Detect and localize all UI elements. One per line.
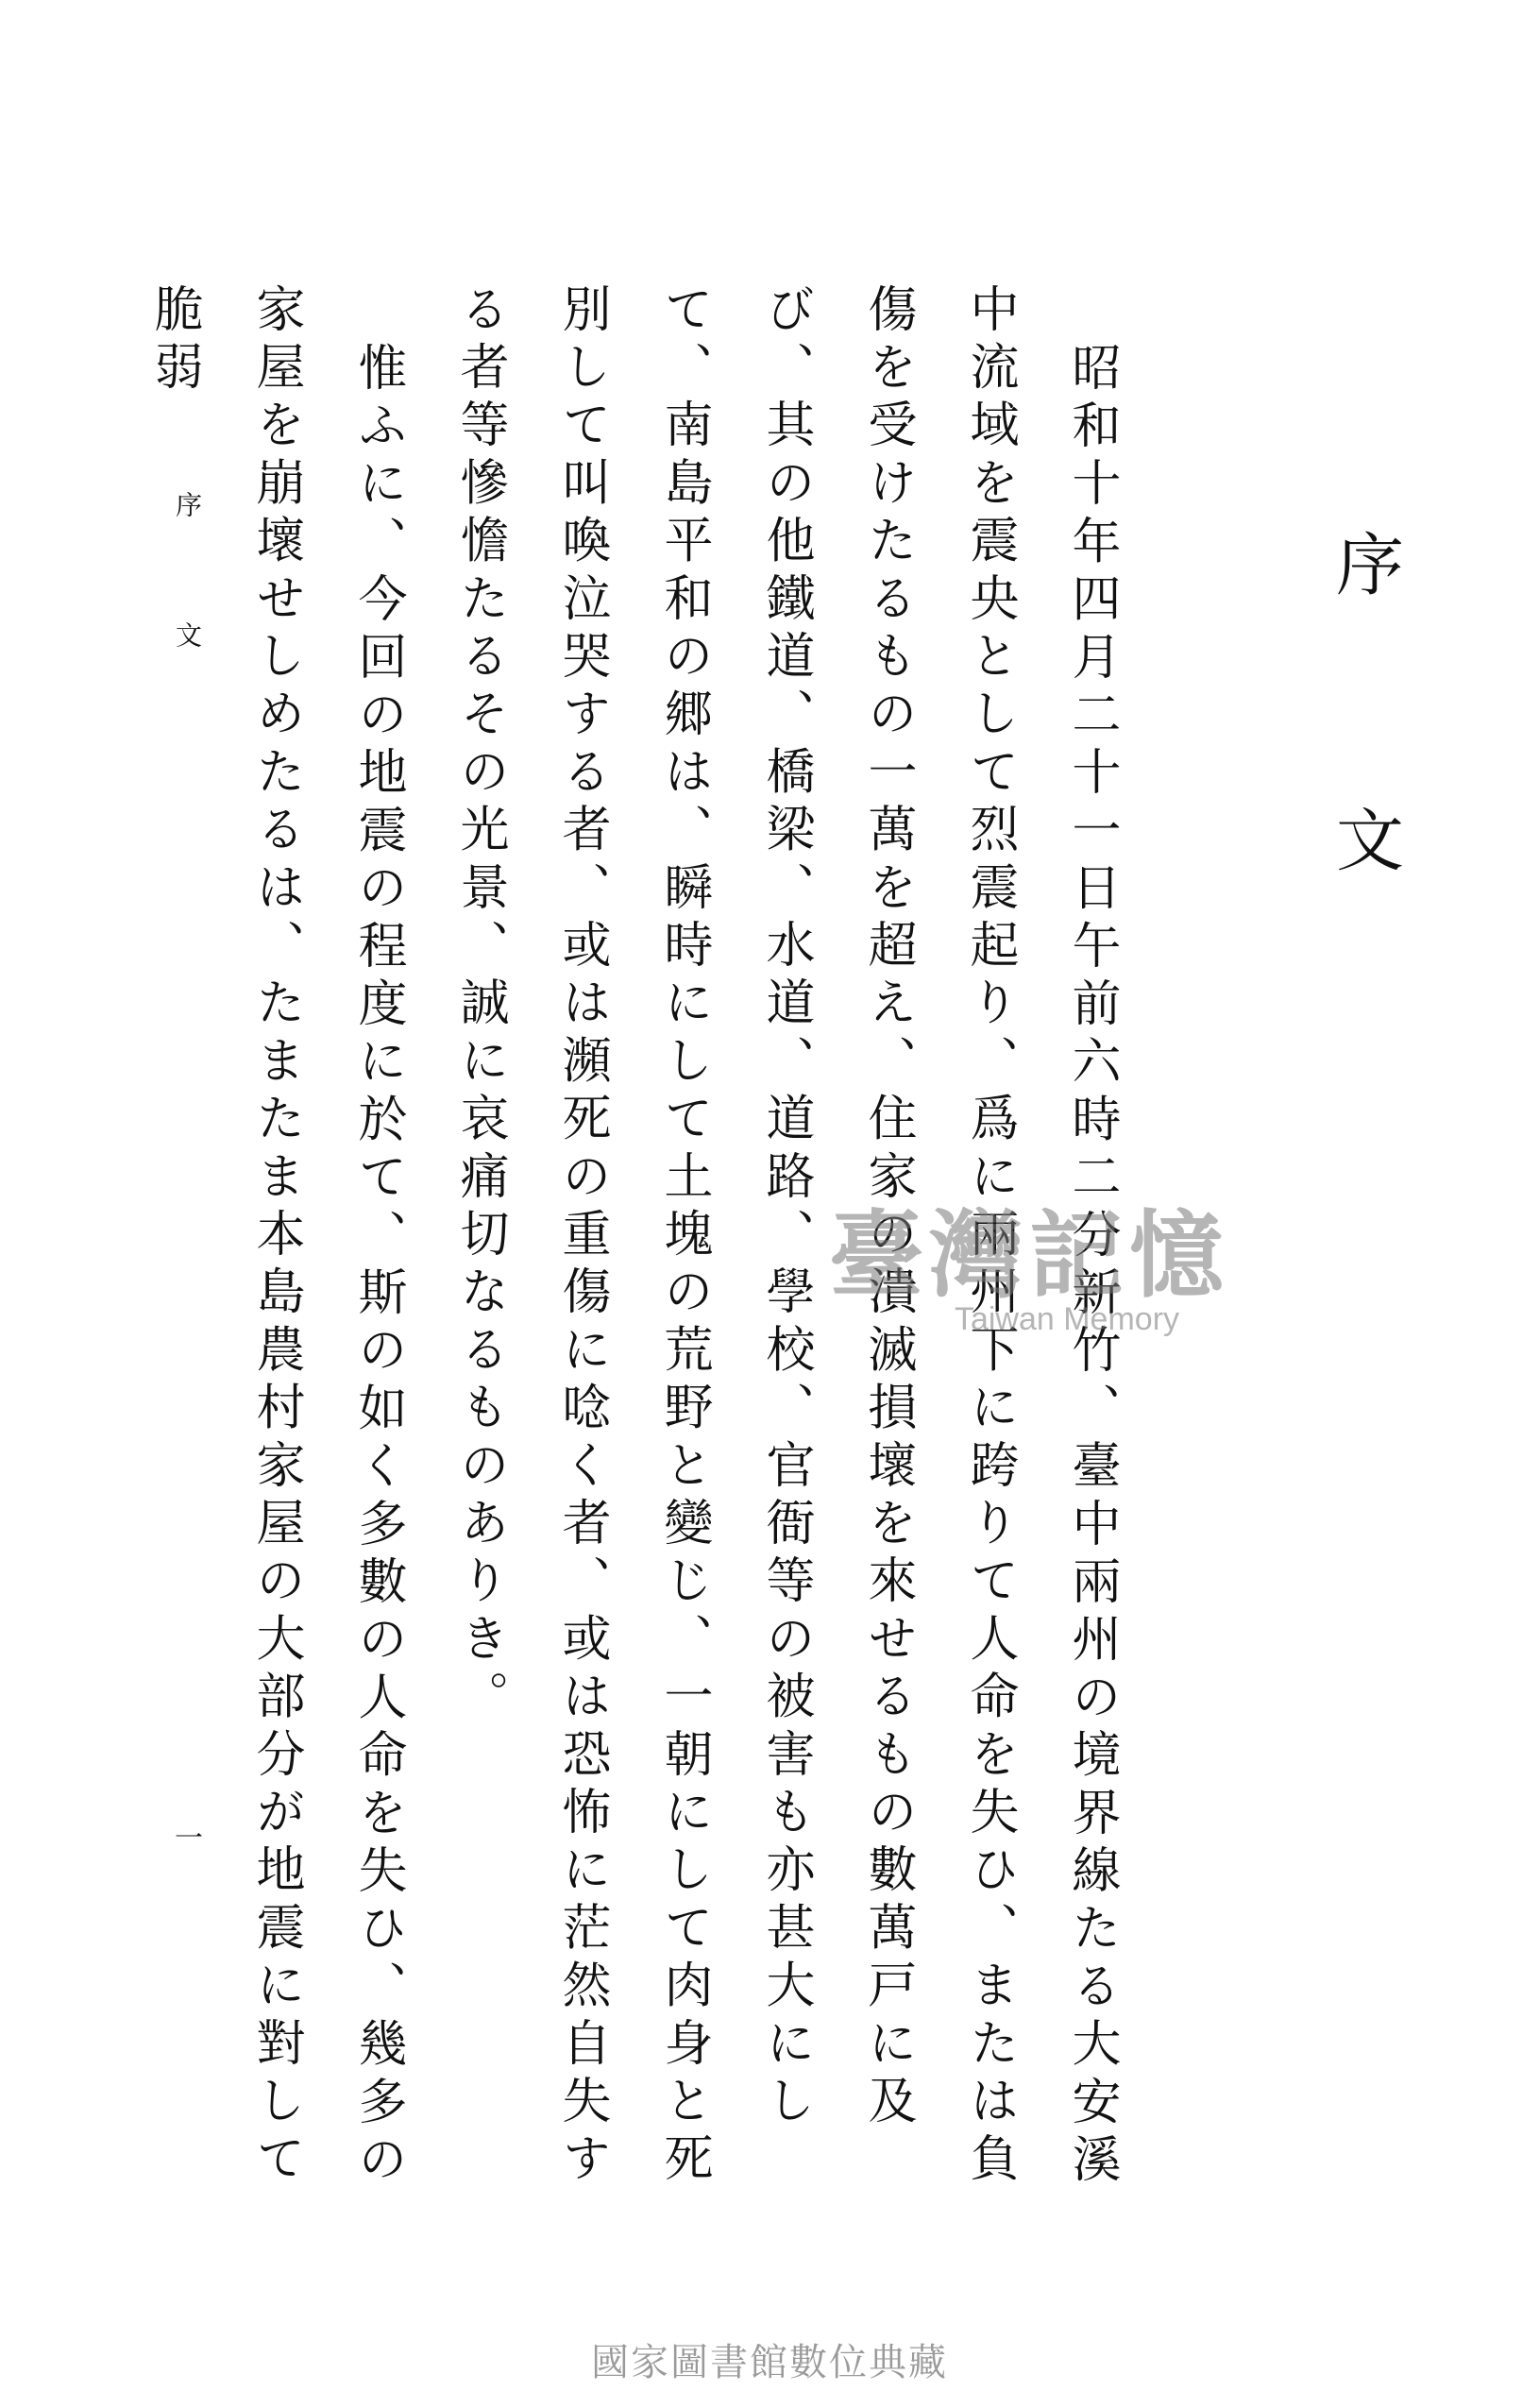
running-head: 序文 (172, 491, 203, 752)
page-number: 一 (169, 1823, 202, 1851)
footer-credit: 國家圖書館數位典藏 (591, 2341, 948, 2384)
paragraph-1: 昭和十年四月二十一日午前六時二分新竹、臺中兩州の境界線たる大安溪中流域を震央として烈震起り、爲に兩州下に跨りて人命を失ひ、または負傷を受けたるもの一萬を超え、住家の潰滅損壞を來せるもの數萬戸に及び、其の他鐵道、橋梁、水道、道路、學校、官衙等の被害も亦甚大にして、南島平和の郷は、瞬時にして土塊の荒野と變じ、一朝にして肉身と死別して叫喚泣哭する者、或は瀕死の重傷に唸く者、或は恐怖に茫然自失する者等慘憺たるその光景、誠に哀痛切なるものありき。 (451, 283, 1120, 2192)
paragraph-2: 惟ふに、今回の地震の程度に於て、斯の如く多數の人命を失ひ、幾多の家屋を崩壞せしめたるは、たまたま本島農村家屋の大部分が地震に對して脆弱 (145, 283, 406, 2192)
watermark (765, 1199, 1294, 1388)
watermark-chinese: 臺灣記憶 (829, 1200, 1229, 1311)
watermark-english: Taiwan Memory (954, 1301, 1180, 1337)
page-title: 序文 (1325, 529, 1404, 1080)
